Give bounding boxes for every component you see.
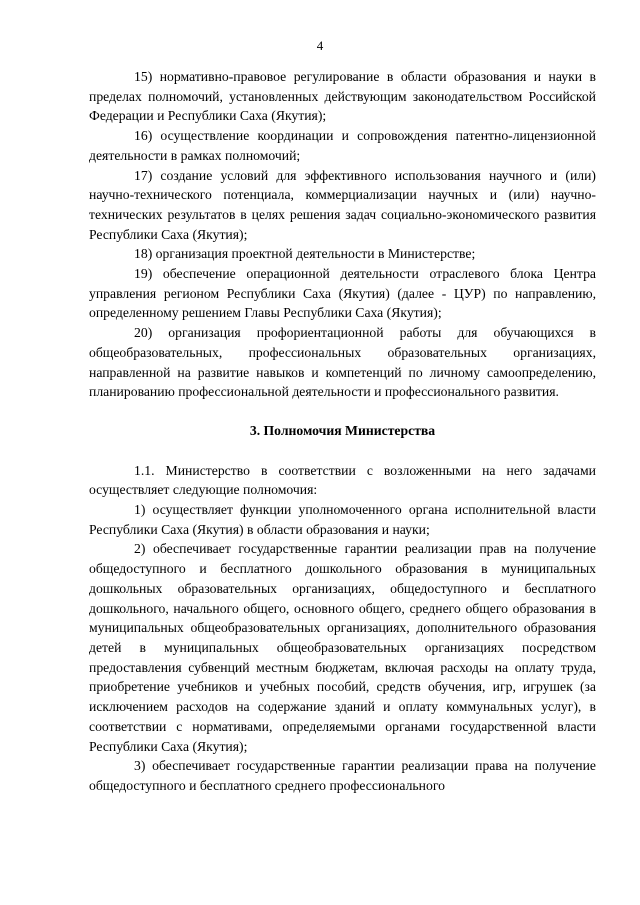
list-item-18: 18) организация проектной деятельности в Министерстве; [134, 246, 476, 262]
spacer [89, 402, 596, 421]
list-item-15: 15) нормативно-правовое регулирование в области образования и науки в пределах полномочий, установленных действующим законодательством Российской Федерации и Республики Саха (Якутия); [89, 69, 596, 124]
list-item-16: 16) осуществление координации и сопровождения патентно-лицензионной деятельности в рамках полномочий; [89, 128, 596, 163]
spacer [89, 441, 596, 461]
list-item-19: 19) обеспечение операционной деятельности отраслевого блока Центра управления регионом Республики Саха (Якутия) (далее - ЦУР) по направлению, определенному решением Главы Республики Саха (Якутия); [89, 266, 596, 321]
power-item-1: 1) осуществляет функции уполномоченного органа исполнительной власти Республики Саха (Якутия) в области образования и науки; [89, 502, 596, 537]
page-number: 4 [316, 38, 324, 53]
power-item-3: 3) обеспечивает государственные гарантии реализации права на получение общедоступного и бесплатного среднего профессионального [89, 758, 596, 793]
page-body [89, 67, 596, 796]
power-item-2: 2) обеспечивает государственные гарантии реализации прав на получение общедоступного и бесплатного дошкольного образования в муниципальных дошкольных образовательных организациях, общедоступного и бесплатного дошкольного, начального общего, основного общего, среднего общего образования в муниципальных общеобразовательных организациях, дополнительного образования детей в муниципальных общеобразовательных организациях посредством предоставления субвенций местным бюджетам, включая расходы на оплату труда, приобретение учебников и учебных пособий, средств обучения, игр, игрушек (за исключением расходов на содержание зданий и оплату коммунальных услуг), в соответствии с нормативами, определяемыми органами государственной власти Республики Саха (Якутия); [89, 541, 596, 754]
clause-1-1: 1.1. Министерство в соответствии с возложенными на него задачами осуществляет следующие полномочия: [89, 462, 596, 498]
section-heading: 3. Полномочия Министерства [249, 422, 436, 438]
list-item-20: 20) организация профориентационной работы для обучающихся в общеобразовательных, профессиональных образовательных организациях, направленной на развитие навыков и компетенций по личному самоопределению, планированию профессиональной деятельности и профессионального развития. [89, 325, 596, 400]
list-item-17: 17) создание условий для эффективного использования научного и (или) научно-технического потенциала, коммерциализации научных и (или) научно-технических результатов в целях решения задач социально-экономического развития Республики Саха (Якутия); [89, 167, 596, 242]
